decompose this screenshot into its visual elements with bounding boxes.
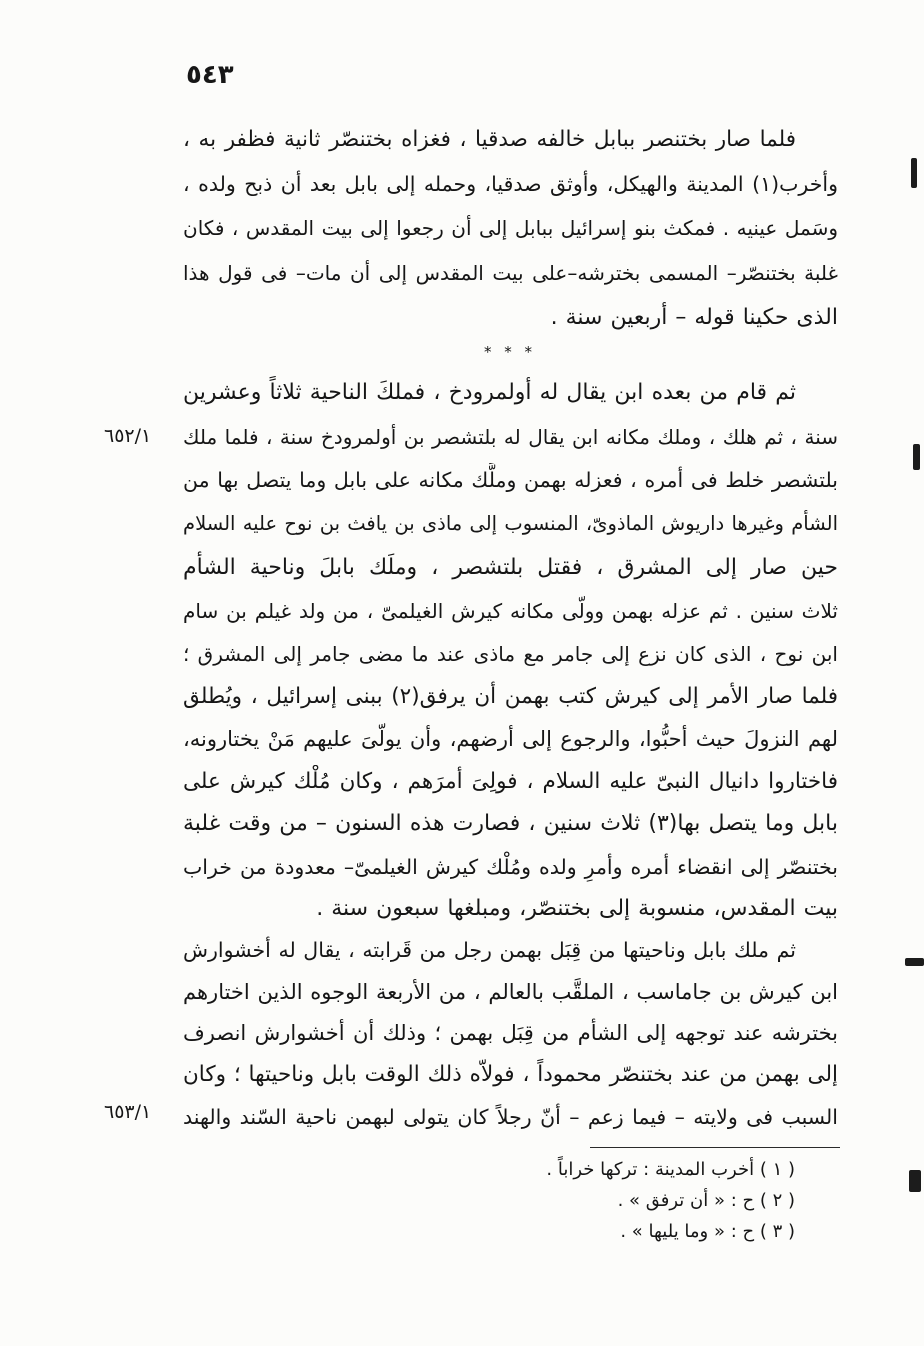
text-line: بلتشصر خلط فى أمره ، فعزله بهمن وملَّك مكانه على بابل وما يتصل بها من [183,468,838,492]
text-line: بيت المقدس، منسوبة إلى بختنصّر، ومبلغها سبعون سنة . [316,896,838,921]
page-number: ٥٤٣ [186,60,234,90]
text-line: ثم قام من بعده ابن يقال له أولمرودخ ، فملكَ الناحية ثلاثاً وعشرين [183,380,796,405]
text-line: إلى بهمن من عند بختنصّر محموداً ، فولاّه ذلك الوقت بابل وناحيتها ؛ وكان [183,1062,838,1087]
text-line: فاختاروا دانيال النبىّ عليه السلام ، فولِىَ أمرَهم ، وكان مُلْك كيرش على [183,769,838,794]
section-separator: * * * [483,343,537,361]
text-line: غلبة بختنصّر– المسمى بخترشه–على بيت المقدس إلى أن مات– فى قول هذا [183,261,838,285]
scan-mark [911,158,917,188]
text-line: فلما صار بختنصر ببابل خالفه صدقيا ، فغزاه بختنصّر ثانية فظفر به ، [183,127,796,152]
text-line: سنة ، ثم هلك ، وملك مكانه ابن يقال له بلتشصر بن أولمرودخ سنة ، فلما ملك [183,425,838,449]
text-line: وسَمل عينيه . فمكث بنو إسرائيل ببابل إلى أن رجعوا إلى بيت المقدس ، فكان [183,216,838,240]
text-line: بختنصّر إلى انقضاء أمره وأمرِ ولده ومُلْك كيرش الغيلمىّ– معدودة من خراب [183,855,838,879]
text-line: الشأم وغيرها داريوش الماذوىّ، المنسوب إلى ماذى بن يافث بن نوح عليه السلام [183,512,838,535]
text-line: ابن كيرش بن جاماسب ، الملقَّب بالعالم ، من الأربعة الوجوه الذين اختارهم [183,980,838,1004]
text-line: فلما صار الأمر إلى كيرش كتب بهمن أن يرفق(٢) ببنى إسرائيل ، ويُطلق [183,684,838,709]
text-line: بابل وما يتصل بها(٣) ثلاث سنين ، فصارت هذه السنون – من وقت غلبة [183,811,838,836]
text-line: لهم النزولَ حيث أحبُّوا، والرجوع إلى أرضهم، وأن يولّىَ عليهم مَنْ يختارونه، [183,727,838,751]
text-line: وأخرب(١) المدينة والهيكل، وأوثق صدقيا، وحمله إلى بابل بعد أن ذبح ولده ، [183,172,838,196]
footnote-divider [590,1147,840,1148]
text-line: حين صار إلى المشرق ، فقتل بلتشصر ، وملَك بابلَ وناحية الشأم [183,555,838,580]
text-line: السبب فى ولايته – فيما زعم – أنّ رجلاً كان يتولى لبهمن ناحية السّند والهند [183,1105,838,1129]
scan-mark [909,1170,921,1192]
text-line: ثم ملك بابل وناحيتها من قِبَل بهمن رجل من قَرابته ، يقال له أخشوارش [183,938,796,962]
scan-mark [913,444,920,470]
footnote: ( ٢ ) ح : « أن ترفق » . [617,1190,795,1211]
margin-page-reference: ٦٥٢/١ [104,425,152,447]
footnote: ( ٣ ) ح : « وما يليها » . [620,1221,795,1242]
scan-mark [905,958,924,966]
text-line: الذى حكينا قوله – أربعين سنة . [550,305,838,330]
footnote: ( ١ ) أخرب المدينة : تركها خراباً . [546,1159,795,1180]
margin-page-reference: ٦٥٣/١ [104,1101,152,1123]
text-line: ثلاث سنين . ثم عزله بهمن وولّى مكانه كيرش الغيلمىّ ، من ولد غيلم بن سام [183,599,838,623]
text-line: ابن نوح ، الذى كان نزع إلى جامر مع ماذى عند ما مضى جامر إلى المشرق ؛ [183,642,838,666]
text-line: بخترشه عند توجهه إلى الشأم من قِبَل بهمن ؛ وذلك أن أخشوارش انصرف [183,1021,838,1045]
